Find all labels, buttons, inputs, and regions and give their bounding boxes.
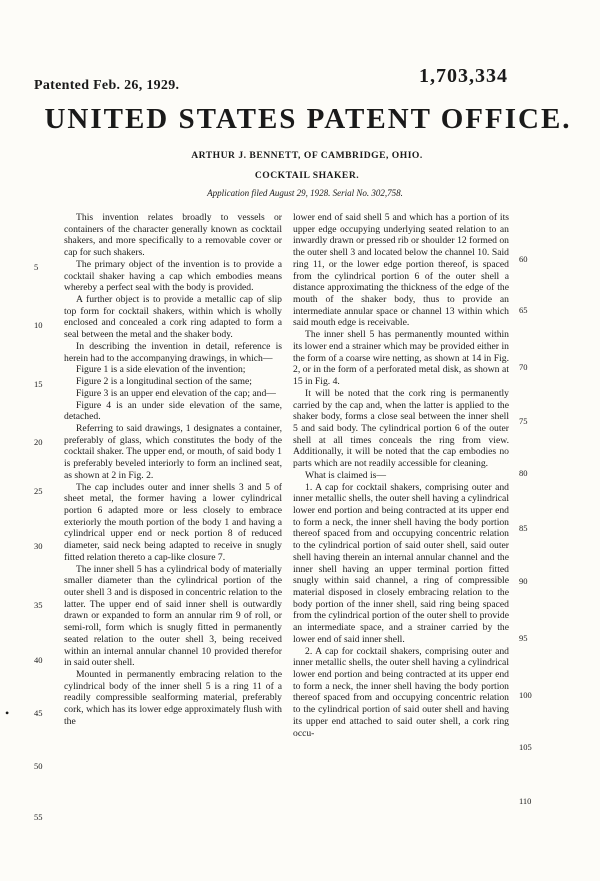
line-number: 65 (519, 305, 528, 315)
line-number: 100 (519, 690, 532, 700)
office-title: UNITED STATES PATENT OFFICE. (44, 103, 572, 135)
paragraph: Referring to said drawings, 1 designates a container, preferably of glass, which constitutes the body of the cocktail shaker. The upper end, or mouth, of said body 1 is preferably beveled interiorly to form an inclined seat, as shown at 2 in Fig. 2. (64, 422, 282, 481)
line-number: 80 (519, 468, 528, 478)
paragraph: Mounted in permanently embracing relation to the cylindrical body of the inner shell 5 is a ring 11 of a readily compressible sealforming material, preferably cork, which has its lower edge approximately flush with the (64, 669, 282, 727)
paragraph: The inner shell 5 has permanently mounted within its lower end a strainer which may be provided either in the form of a coarse wire netting, as shown at 14 in Fig. 2, or in the form of a perforated metal disk, as shown at 15 in Fig. 4. (293, 329, 509, 388)
line-number: 75 (519, 416, 528, 426)
line-number: 85 (519, 523, 528, 533)
line-number: 70 (519, 362, 528, 372)
paragraph: lower end of said shell 5 and which has a portion of its upper edge occupying underlying seated relation to an inwardly drawn or pressed rib or shoulder 12 formed on the outer shell 3 and located below the channel 10. Said ring 11, or the lower edge portion thereof, is spaced from the cylindrical portion 6 of the outer shell a distance approximating the thickness of the edge of the mouth of the shaker body, thus to provide an intermediate annular space or channel 13 within which said mouth edge is receivable. (293, 212, 509, 329)
line-number: 60 (519, 254, 528, 264)
paragraph: The cap includes outer and inner shells 3 and 5 of sheet metal, the former having a lower cylindrical portion 6 adapted more or less closely to embrace exteriorly the mouth portion of the body 1 and having a cylindrical upper end or neck portion 8 of reduced diameter, said neck being adapted to receive in snugly fitted relation thereto a cap-like closure 7. (64, 481, 282, 563)
paragraph: Figure 4 is an under side elevation of the same, detached. (64, 399, 282, 423)
line-number: 105 (519, 742, 532, 752)
paragraph: It will be noted that the cork ring is permanently carried by the cap and, when the latter is applied to the shaker body, forms a close seal between the inner shell 5 and said body. The cylindrical portion 6 of the outer shell at all times conceals the ring from view. Additionally, it will be noted that the cap embodies no parts which are not readily accessible for cleaning. (293, 387, 509, 470)
paragraph: The primary object of the invention is to provide a cocktail shaker having a cap which embodies means whereby a perfect seal with the body is provided. (64, 258, 282, 294)
paragraph: This invention relates broadly to vessels or containers of the character generally known as cocktail shakers, and more specifically to a removable cover or cap for such shakers. (64, 212, 282, 259)
patent-date: Patented Feb. 26, 1929. (34, 78, 180, 93)
line-number: 45 (34, 708, 43, 718)
line-number: 15 (34, 379, 43, 389)
line-number: 110 (519, 796, 532, 806)
paragraph: Figure 1 is a side elevation of the invention; (76, 364, 246, 376)
line-number: 55 (34, 812, 43, 822)
filing-line: Application filed August 29, 1928. Serial No. 302,758. (207, 188, 403, 198)
paragraph: 2. A cap for cocktail shakers, comprising outer and inner metallic shells, the outer shell having a cylindrical lower end portion and being contracted at its upper end to form a neck, the inner shell having the body portion thereof spaced from and occupying concentric relation to the cylindrical portion of said outer shell and having its upper end attached to said outer shell, a cork ring occu- (293, 645, 509, 739)
line-number: 30 (34, 541, 43, 551)
inventor-line: ARTHUR J. BENNETT, OF CAMBRIDGE, OHIO. (191, 150, 423, 161)
line-number: 50 (34, 761, 43, 771)
line-number: 35 (34, 600, 43, 610)
line-number: 90 (519, 576, 528, 586)
paragraph: What is claimed is— (305, 469, 386, 481)
right-column (293, 212, 509, 739)
paragraph: 1. A cap for cocktail shakers, comprising outer and inner metallic shells, the outer shell having a cylindrical lower end portion and being contracted at its upper end to form a neck, the inner shell having the body portion thereof spaced from and occupying concentric relation to the cylindrical portion of said outer shell, said outer shell having therein an internal annular channel and the inner shell having an upper terminal portion fitted snugly within said channel, a ring of compressible material disposed in closely embracing relation to the body portion of the inner shell, said ring being spaced from the cylindrical portion of the outer shell to provide an intermediate space, and a strainer carried by the lower end of said inner shell. (293, 481, 509, 645)
paragraph: Figure 2 is a longitudinal section of the same; (76, 376, 252, 388)
paragraph: A further object is to provide a metallic cap of slip top form for cocktail shakers, within which is wholly enclosed and concealed a cork ring adapted to form a seal between the metal and the shaker body. (64, 294, 282, 341)
patent-number: 1,703,334 (419, 65, 508, 87)
paragraph: Figure 3 is an upper end elevation of the cap; and— (76, 387, 276, 399)
line-number: 95 (519, 633, 528, 643)
line-number: 20 (34, 437, 43, 447)
line-number: 40 (34, 655, 43, 665)
invention-title: COCKTAIL SHAKER. (254, 170, 360, 181)
paragraph: The inner shell 5 has a cylindrical body of materially smaller diameter than the cylindrical portion of the outer shell 3 and is disposed in concentric relation to the latter. The upper end of said inner shell is outwardly drawn or expanded to form an annular rim 9 of roll, or semi-roll, form which is snugly fitted in permanently seated relation to the outer shell 3, being received within an internal annular channel 10 provided therefor in said outer shell. (64, 563, 282, 669)
paragraph: In describing the invention in detail, reference is herein had to the accompanying drawings, in which— (64, 340, 282, 364)
line-number: 25 (34, 486, 43, 496)
margin-mark-icon: • (5, 706, 10, 720)
left-column (64, 212, 282, 728)
line-number: 10 (34, 320, 43, 330)
line-number: 5 (34, 262, 39, 272)
